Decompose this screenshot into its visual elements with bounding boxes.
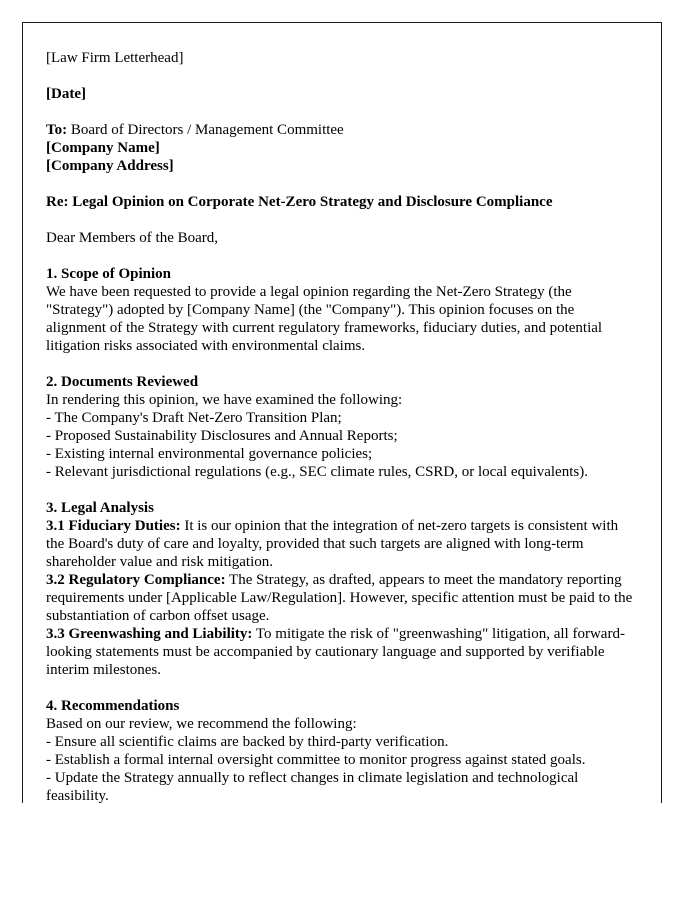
to-label: To: (46, 122, 68, 138)
section-scope-of-opinion (46, 265, 634, 355)
document-page (22, 22, 662, 803)
subsection-label: 3.1 Fiduciary Duties: (46, 518, 181, 534)
salutation-block (46, 229, 634, 247)
salutation-line: Dear Members of the Board, (46, 230, 219, 246)
subsection-fiduciary-duties (46, 517, 634, 571)
date-line: [Date] (46, 86, 86, 102)
recipient-company-address: [Company Address] (46, 158, 174, 174)
section-legal-analysis (46, 499, 634, 679)
section-heading-recommendations: 4. Recommendations (46, 698, 180, 714)
list-item: - Relevant jurisdictional regulations (e.g., SEC climate rules, CSRD, or local equivalents). (46, 464, 588, 480)
list-item: - Existing internal environmental governance policies; (46, 446, 373, 462)
letter-body (46, 49, 634, 805)
section-documents-reviewed (46, 373, 634, 481)
section-heading-documents: 2. Documents Reviewed (46, 374, 199, 390)
recipient-to-line (46, 121, 634, 139)
list-item: - Establish a formal internal oversight committee to monitor progress against stated goals. (46, 752, 586, 768)
list-item: - The Company's Draft Net-Zero Transition Plan; (46, 410, 342, 426)
list-item: - Proposed Sustainability Disclosures and Annual Reports; (46, 428, 398, 444)
list-item: - Update the Strategy annually to reflect changes in climate legislation and technological feasibility. (46, 770, 579, 804)
section-body-scope: We have been requested to provide a legal opinion regarding the Net-Zero Strategy (the "Strategy") adopted by [Company Name] (the "Company"). This opinion focuses on the alignment of the Strategy with current regulatory frameworks, fiduciary duties, and potential litigation risks associated with environmental claims. (46, 284, 603, 354)
subsection-regulatory-compliance (46, 571, 634, 625)
recipient-block (46, 121, 634, 175)
to-value: Board of Directors / Management Committee (67, 122, 344, 138)
letterhead-line: [Law Firm Letterhead] (46, 50, 184, 66)
documents-intro: In rendering this opinion, we have examined the following: (46, 392, 403, 408)
subsection-body: To mitigate the risk of "greenwashing" litigation, all forward-looking statements must be accompanied by cautionary language and supported by verifiable interim milestones. (46, 626, 625, 678)
date-block (46, 85, 634, 103)
recommendations-intro: Based on our review, we recommend the following: (46, 716, 357, 732)
subsection-label: 3.3 Greenwashing and Liability: (46, 626, 253, 642)
letterhead-block (46, 49, 634, 67)
subsection-greenwashing-liability (46, 625, 634, 679)
recipient-company-name: [Company Name] (46, 140, 160, 156)
section-recommendations (46, 697, 634, 805)
subject-block (46, 193, 634, 211)
subsection-body: It is our opinion that the integration of net-zero targets is consistent with the Board's duty of care and loyalty, provided that such targets are aligned with long-term shareholder value and risk mitigation. (46, 518, 619, 570)
subsection-label: 3.2 Regulatory Compliance: (46, 572, 226, 588)
subject-line: Re: Legal Opinion on Corporate Net-Zero Strategy and Disclosure Compliance (46, 194, 553, 210)
section-heading-scope: 1. Scope of Opinion (46, 266, 172, 282)
section-heading-legal-analysis: 3. Legal Analysis (46, 500, 154, 516)
list-item: - Ensure all scientific claims are backed by third-party verification. (46, 734, 449, 750)
subsection-body: The Strategy, as drafted, appears to meet the mandatory reporting requirements under [Applicable Law/Regulation]. However, specific attention must be paid to the substantiation of carbon offset usage. (46, 572, 633, 624)
